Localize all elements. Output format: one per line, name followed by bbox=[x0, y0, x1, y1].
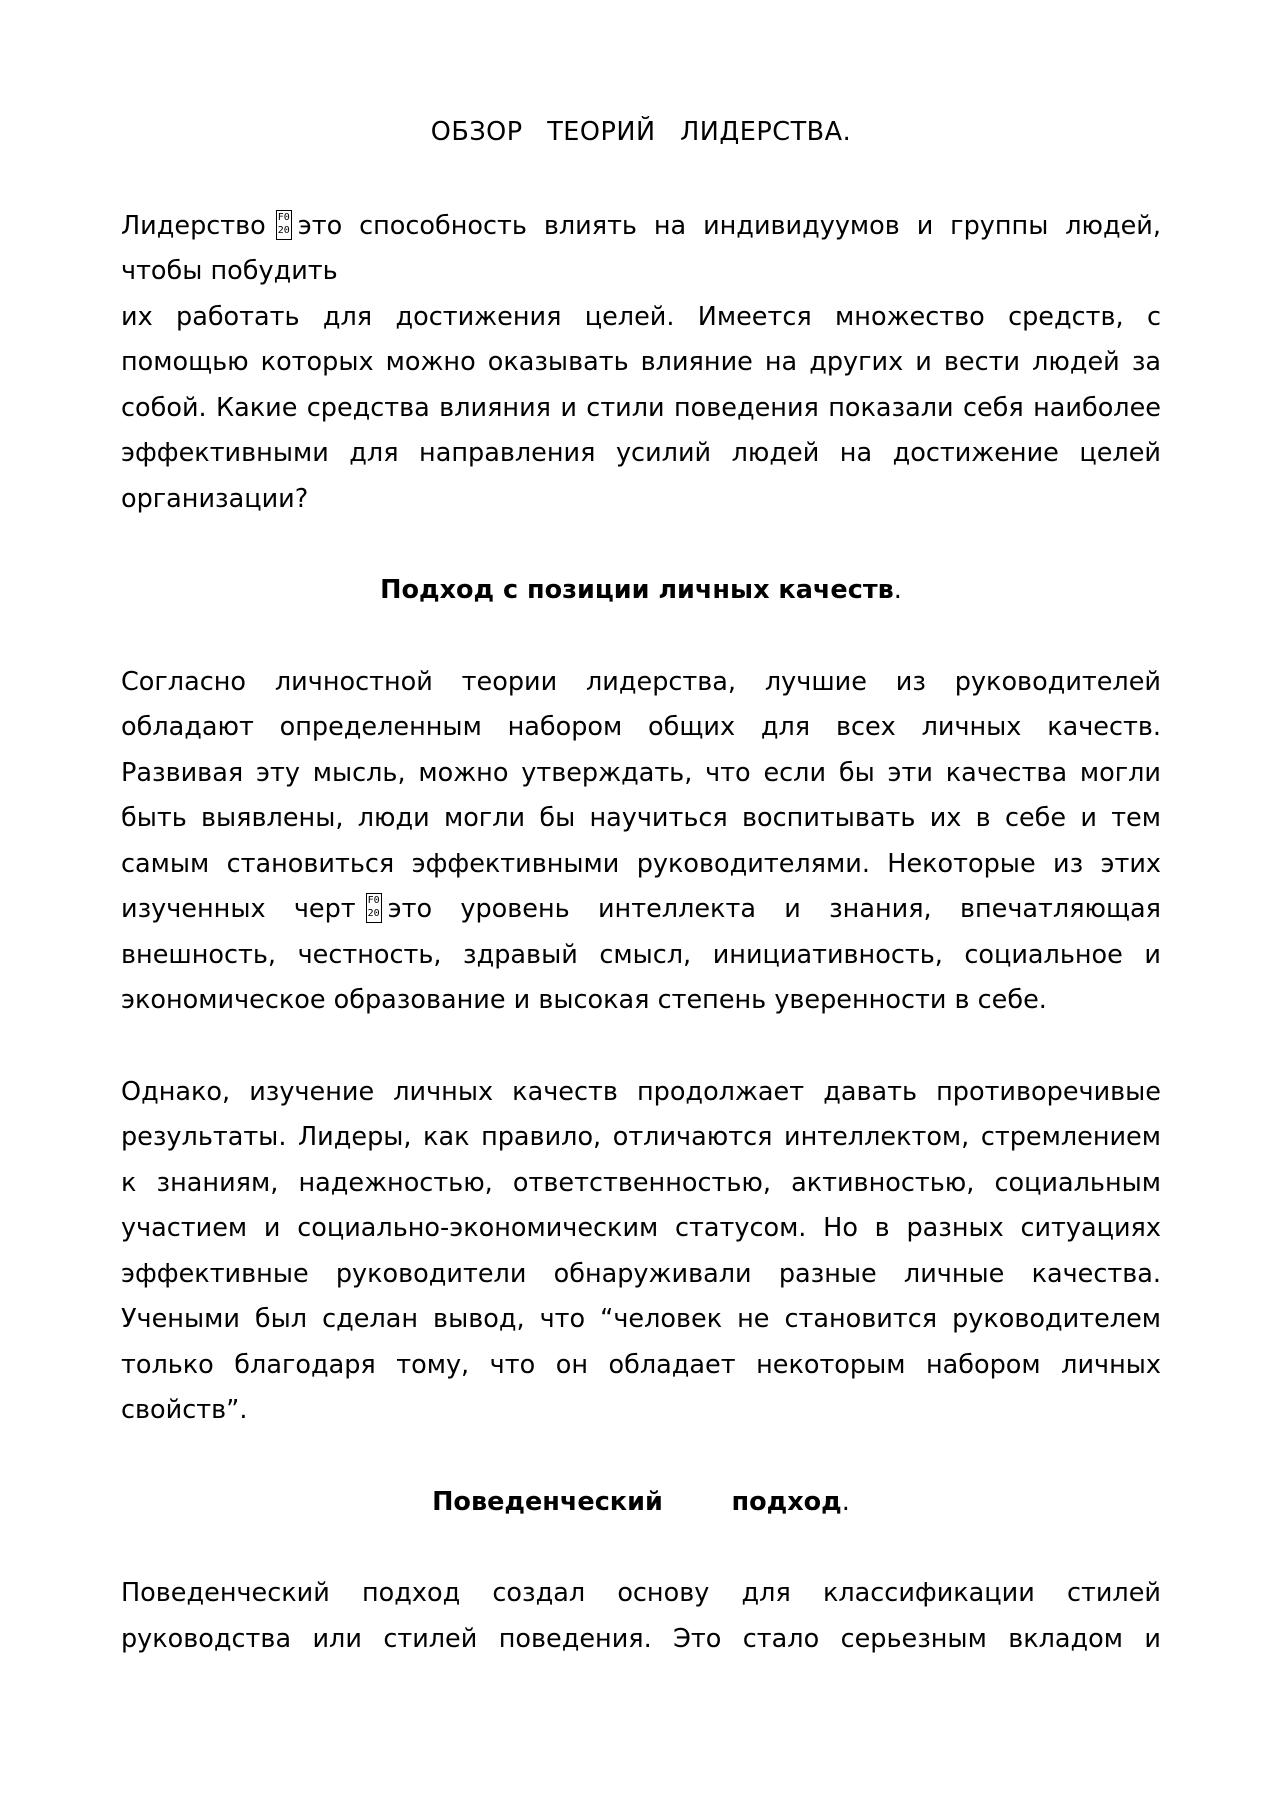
intro-paragraph bbox=[121, 204, 1161, 523]
personal-qualities-paragraph-1: Согласно личностной теории лидерства, лучшие из руководителей обладают определенным набором общих для всех личных качеств. Развивая эту мысль, можно утверждать, что если бы эти качества могли быть выявлены, люди могли бы научиться воспитывать их в себе и тем самым становиться эффективными руководителями. Некоторые из этих изученных черт F0 20 это уровень интеллекта и знания, впечатляющая внешность, честность, здравый смысл, инициативность, социальное и экономическое образование и высокая степень уверенности в себе. bbox=[121, 666, 1161, 1015]
section-heading-behavioral-approach: Поведенческий подход. bbox=[432, 1486, 850, 1517]
missing-glyph-icon: F0 20 bbox=[276, 210, 292, 240]
intro-rest: их работать для достижения целей. Имеется множество средств, с помощью которых можно оказывать влияние на других и вести людей за собой. Какие средства влияния и стили поведения показали себя наиболее эффективными для направления усилий людей на достижение целей организации? bbox=[121, 301, 1161, 514]
behavioral-approach-paragraph-1: Поведенческий подход создал основу для классификации стилей руководства или стилей поведения. Это стало серьезным вкладом и bbox=[121, 1578, 1161, 1654]
section-heading-personal-qualities: Подход с позиции личных качеств. bbox=[380, 575, 902, 605]
intro-line2: чтобы побудить bbox=[121, 256, 338, 286]
document-content bbox=[121, 110, 1161, 1662]
document-title: ОБЗОР ТЕОРИЙ ЛИДЕРСТВА. bbox=[430, 117, 852, 147]
intro-line1: Лидерство F0 20 это способность влиять на индивидуумов и группы людей, bbox=[121, 210, 1161, 241]
personal-qualities-paragraph-2: Однако, изучение личных качеств продолжает давать противоречивые результаты. Лидеры, как правило, отличаются интеллектом, стремлением к знаниям, надежностью, ответственностью, активностью, социальным участием и социально-экономическим статусом. Но в разных ситуациях эффективные руководители обнаруживали разные личные качества. Учеными был сделан вывод, что “человек не становится руководителем только благодаря тому, что он обладает некоторым набором личных свойств”. bbox=[121, 1076, 1161, 1425]
missing-glyph-icon: F0 20 bbox=[366, 893, 382, 923]
